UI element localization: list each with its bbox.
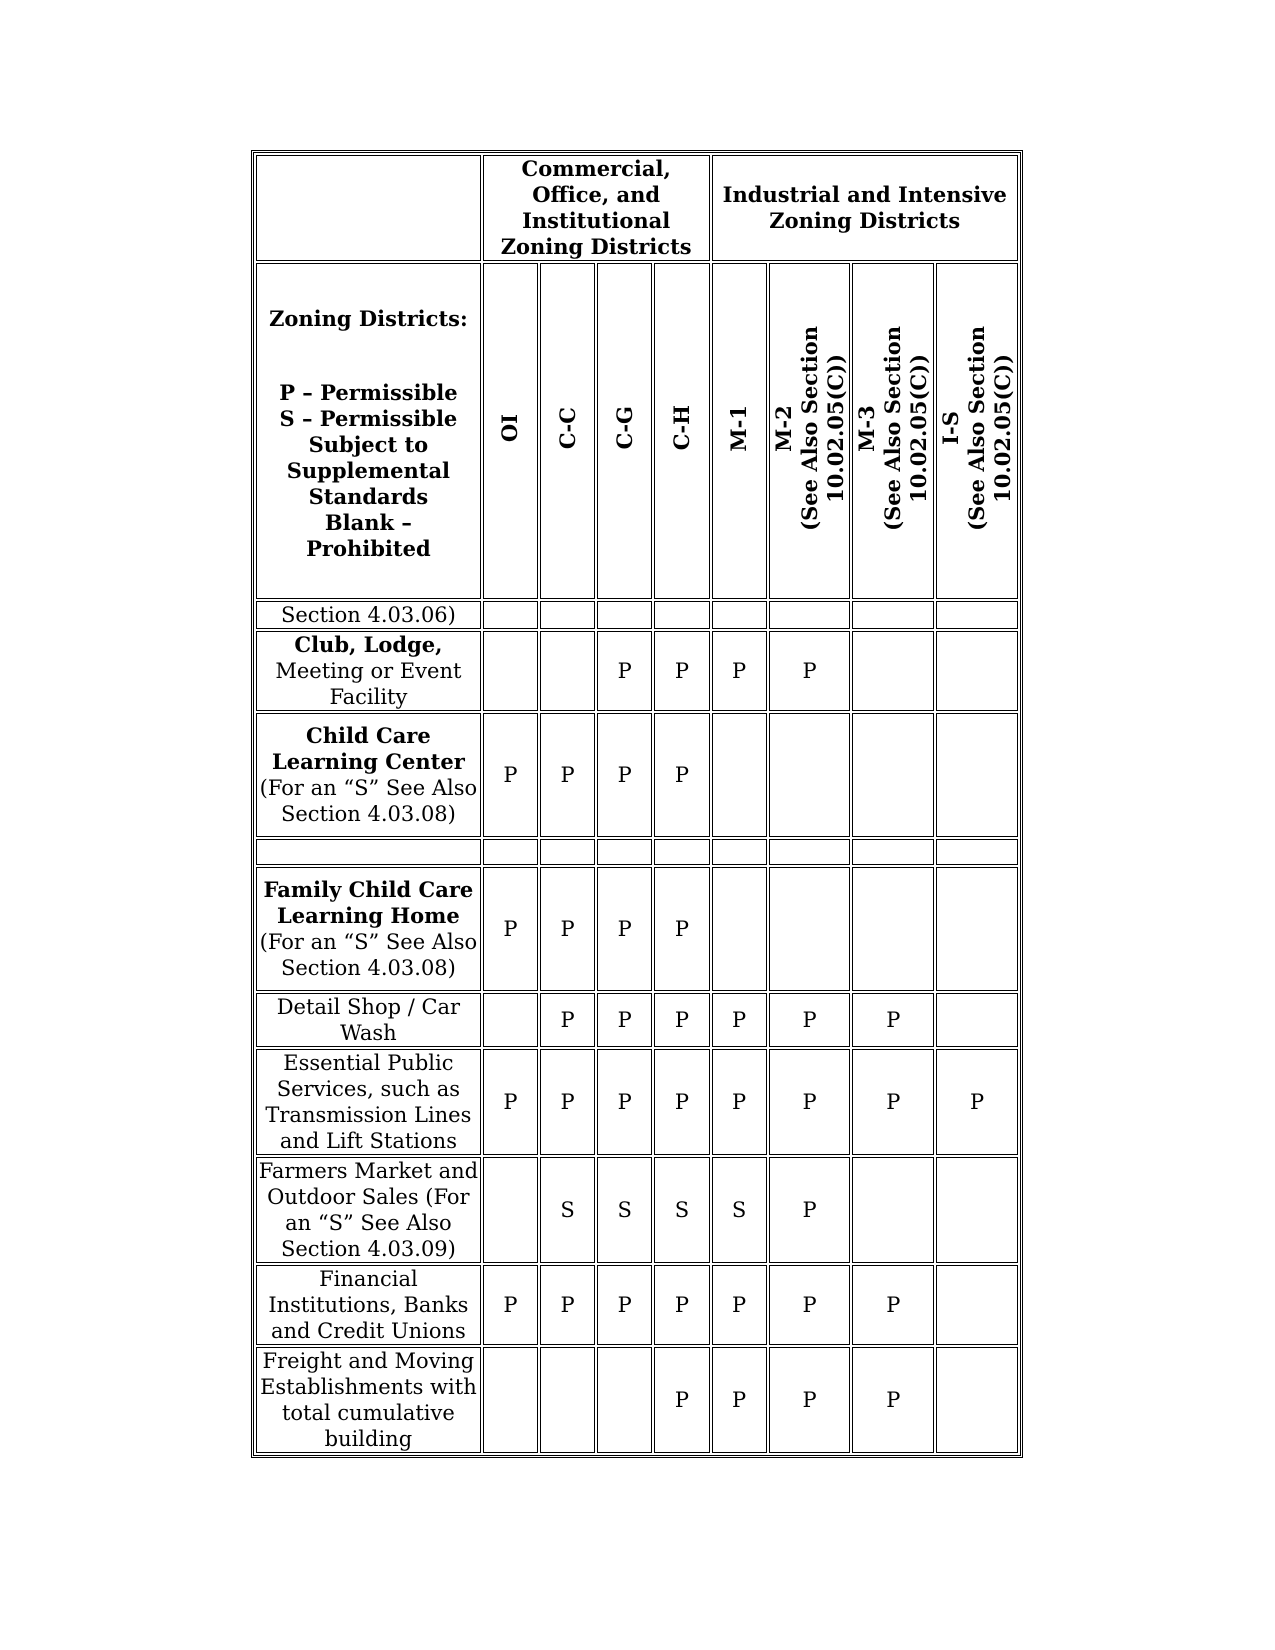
use-description-text: Detail Shop / Car Wash: [276, 995, 461, 1045]
permission-cell: P: [540, 1265, 595, 1345]
district-code-label: C-C: [554, 406, 580, 450]
permission-cell: P: [483, 713, 538, 837]
table-row: [256, 631, 1018, 711]
permission-cell: P: [712, 1049, 767, 1155]
permission-cell: P: [483, 1265, 538, 1345]
use-description-text: Section 4.03.06): [280, 603, 456, 627]
permission-cell: [852, 713, 934, 837]
table-row: [256, 601, 1018, 629]
permission-cell: [936, 1347, 1018, 1453]
use-description-cell: [256, 839, 481, 865]
permission-cell: [654, 839, 709, 865]
permission-cell: [852, 601, 934, 629]
permission-cell: P: [540, 993, 595, 1047]
permission-cell: [852, 1157, 934, 1263]
permission-cell: [936, 867, 1018, 991]
permission-cell: [769, 839, 851, 865]
use-description-text: Essential Public Services, such as Transmission Lines and Lift Stations: [265, 1051, 472, 1153]
permission-cell: S: [712, 1157, 767, 1263]
district-code-label: I-S (See Also Section 10.02.05(C)): [938, 325, 1016, 531]
table-row: [256, 1157, 1018, 1263]
permission-cell: [769, 713, 851, 837]
permission-cell: P: [483, 1049, 538, 1155]
permission-cell: P: [597, 631, 652, 711]
permission-cell: [597, 1347, 652, 1453]
permission-cell: [483, 1347, 538, 1453]
permission-cell: [597, 601, 652, 629]
permission-cell: S: [654, 1157, 709, 1263]
table-row: [256, 993, 1018, 1047]
legend-line: P – Permissible: [279, 380, 458, 405]
permission-cell: P: [769, 631, 851, 711]
use-description-cell: [256, 1157, 481, 1263]
use-description-cell: [256, 1347, 481, 1453]
legend-line: Subject to: [308, 432, 429, 457]
district-code-label: M-3 (See Also Section 10.02.05(C)): [854, 325, 932, 531]
permission-cell: [936, 631, 1018, 711]
permission-cell: [852, 839, 934, 865]
district-column-header: [852, 263, 934, 599]
district-code-label: M-2 (See Also Section 10.02.05(C)): [770, 325, 848, 531]
permission-cell: [936, 713, 1018, 837]
district-code-label: C-H: [668, 405, 694, 451]
use-description-cell: [256, 993, 481, 1047]
legend-line: Blank –: [324, 510, 412, 535]
permission-cell: P: [769, 993, 851, 1047]
district-column-header: [936, 263, 1018, 599]
use-description-text: Farmers Market and Outdoor Sales (For an “S” See Also Section 4.03.09): [258, 1159, 479, 1261]
permission-cell: P: [654, 1265, 709, 1345]
permission-cell: [654, 601, 709, 629]
permission-cell: P: [769, 1265, 851, 1345]
permission-cell: P: [712, 1265, 767, 1345]
permission-cell: P: [769, 1157, 851, 1263]
use-description-text: Financial Institutions, Banks and Credit Unions: [268, 1267, 469, 1343]
permission-cell: P: [654, 631, 709, 711]
permission-cell: S: [597, 1157, 652, 1263]
permission-cell: P: [597, 1049, 652, 1155]
permission-cell: [483, 1157, 538, 1263]
permission-cell: [936, 993, 1018, 1047]
legend-line: Supplemental: [286, 458, 451, 483]
permission-cell: P: [597, 1265, 652, 1345]
industrial-group-header: Industrial and Intensive Zoning Districts: [712, 155, 1018, 261]
permission-cell: P: [597, 993, 652, 1047]
permission-cell: [712, 601, 767, 629]
use-description-text: (For an “S” See Also Section 4.03.08): [259, 776, 478, 826]
permission-cell: P: [769, 1049, 851, 1155]
permission-cell: [936, 1157, 1018, 1263]
use-description-cell: [256, 713, 481, 837]
permission-cell: [852, 631, 934, 711]
permission-cell: P: [597, 867, 652, 991]
permission-cell: P: [852, 1265, 934, 1345]
permission-cell: [769, 867, 851, 991]
district-column-header: [769, 263, 851, 599]
permission-cell: [769, 601, 851, 629]
district-column-header: [540, 263, 595, 599]
legend-heading: Zoning Districts:: [269, 306, 468, 331]
permission-cell: [540, 1347, 595, 1453]
use-title-bold: Child Care Learning Center: [272, 723, 465, 774]
permission-cell: P: [654, 867, 709, 991]
table-row: [256, 1347, 1018, 1453]
use-description-cell: [256, 631, 481, 711]
table-row: [256, 839, 1018, 865]
district-column-header: [712, 263, 767, 599]
permission-cell: [936, 839, 1018, 865]
district-column-header: [654, 263, 709, 599]
permission-cell: P: [483, 867, 538, 991]
permission-cell: P: [540, 867, 595, 991]
permission-cell: [483, 993, 538, 1047]
permission-cell: [483, 601, 538, 629]
legend-line: Prohibited: [306, 536, 431, 561]
use-description-text: (For an “S” See Also Section 4.03.08): [259, 930, 478, 980]
permission-cell: [540, 839, 595, 865]
use-description-text: Meeting or Event Facility: [275, 659, 462, 709]
permission-cell: P: [654, 993, 709, 1047]
permission-cell: P: [654, 1347, 709, 1453]
use-description-text: Freight and Moving Establishments with total cumulative building: [260, 1349, 477, 1451]
district-code-label: C-G: [611, 406, 637, 450]
permission-cell: [483, 839, 538, 865]
use-title-bold: Club, Lodge,: [294, 632, 443, 657]
commercial-group-header: Commercial, Office, and Institutional Zoning Districts: [483, 155, 710, 261]
permission-cell: S: [540, 1157, 595, 1263]
use-description-cell: [256, 867, 481, 991]
use-description-cell: [256, 1265, 481, 1345]
permission-cell: [712, 839, 767, 865]
permission-cell: [852, 867, 934, 991]
table-row: [256, 1265, 1018, 1345]
permission-cell: [936, 1265, 1018, 1345]
permission-cell: [597, 839, 652, 865]
permission-cell: P: [712, 1347, 767, 1453]
permission-cell: P: [852, 1049, 934, 1155]
table-row: [256, 1049, 1018, 1155]
table-row: [256, 867, 1018, 991]
permission-cell: P: [540, 1049, 595, 1155]
permission-cell: [712, 867, 767, 991]
permission-cell: P: [712, 993, 767, 1047]
district-code-label: M-1: [726, 404, 752, 452]
permission-cell: P: [654, 1049, 709, 1155]
zoning-use-table: [251, 150, 1023, 1458]
permission-cell: P: [852, 993, 934, 1047]
permission-cell: [540, 631, 595, 711]
permission-cell: [936, 601, 1018, 629]
permission-cell: [483, 631, 538, 711]
permission-cell: P: [540, 713, 595, 837]
use-description-cell: [256, 1049, 481, 1155]
permission-cell: P: [769, 1347, 851, 1453]
permission-cell: P: [712, 631, 767, 711]
legend-line: Standards: [308, 484, 429, 509]
permission-cell: P: [852, 1347, 934, 1453]
district-code-label: OI: [497, 413, 523, 443]
use-title-bold: Family Child Care Learning Home: [263, 877, 474, 928]
legend-line: S – Permissible: [279, 406, 458, 431]
permission-cell: [540, 601, 595, 629]
table-row: [256, 713, 1018, 837]
permission-cell: [712, 713, 767, 837]
permission-cell: P: [936, 1049, 1018, 1155]
permission-cell: P: [654, 713, 709, 837]
use-description-cell: [256, 601, 481, 629]
permission-cell: P: [597, 713, 652, 837]
legend-cell: [256, 263, 481, 599]
blank-corner-cell: [256, 155, 481, 261]
district-column-header: [597, 263, 652, 599]
district-column-header: [483, 263, 538, 599]
